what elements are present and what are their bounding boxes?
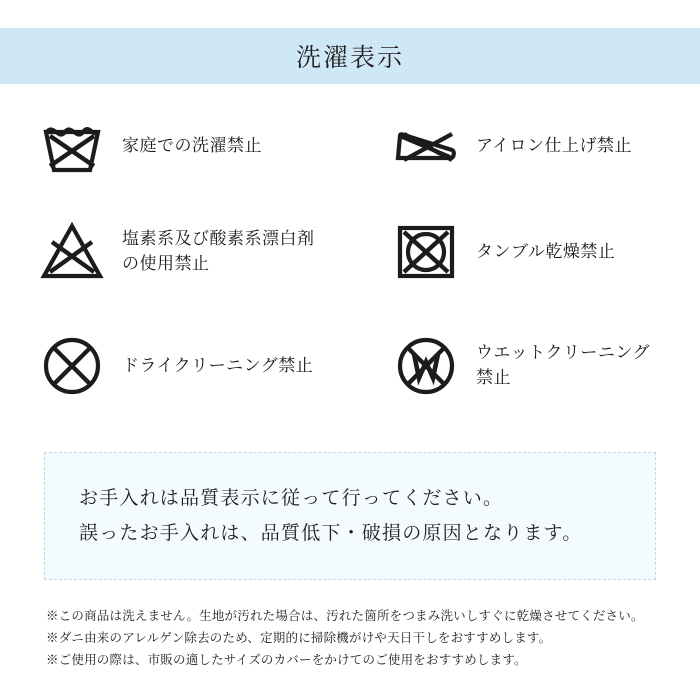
care-symbol-label: タンブル乾燥禁止 [476,241,616,261]
footnote-list [46,606,666,672]
care-symbol-label-line2: 禁止 [476,368,511,387]
care-symbol-label [122,227,315,276]
care-symbol-label: 家庭での洗濯禁止 [122,135,262,155]
care-symbol-label [476,341,650,390]
footnote-item: ※この商品は洗えません。生地が汚れた場合は、汚れた箇所をつまみ洗いしすぐに乾燥させてください。 [46,609,644,623]
no-machine-wash-icon [36,110,108,182]
page-title: 洗濯表示 [295,44,404,72]
page-header [0,28,700,84]
no-iron-icon [390,110,462,182]
care-notice-box [44,452,656,580]
care-symbol-item [390,110,632,182]
care-symbol-label-line1: ウエットクリーニング [476,343,650,363]
no-tumble-dry-icon [390,216,462,288]
footnote-item: ※ダニ由来のアレルゲン除去のため、定期的に掃除機がけや天日干しをおすすめします。 [46,630,552,645]
no-bleach-icon [36,216,108,288]
care-symbol-label: アイロン仕上げ禁止 [476,135,632,155]
care-symbol-label-line2: の使用禁止 [122,254,210,273]
care-notice-line-1: お手入れは品質表示に従って行ってください。 [79,487,504,509]
care-symbol-label-line1: 塩素系及び酸素系漂白剤 [122,229,315,249]
care-symbol-item [36,110,262,182]
care-symbol-item [36,330,313,402]
no-dry-clean-icon [36,330,108,402]
care-symbol-grid [0,104,700,434]
care-symbol-label: ドライクリーニング禁止 [122,355,314,375]
care-symbol-item [36,216,315,288]
no-wet-clean-icon [390,330,462,402]
footnote-item: ※ご使用の際は、市販の適したサイズのカバーをかけてのご使用をおすすめします。 [46,652,527,667]
care-notice-line-2: 誤ったお手入れは、品質低下・破損の原因となります。 [79,523,583,544]
care-symbol-item [390,216,615,288]
care-symbol-item [390,330,650,402]
